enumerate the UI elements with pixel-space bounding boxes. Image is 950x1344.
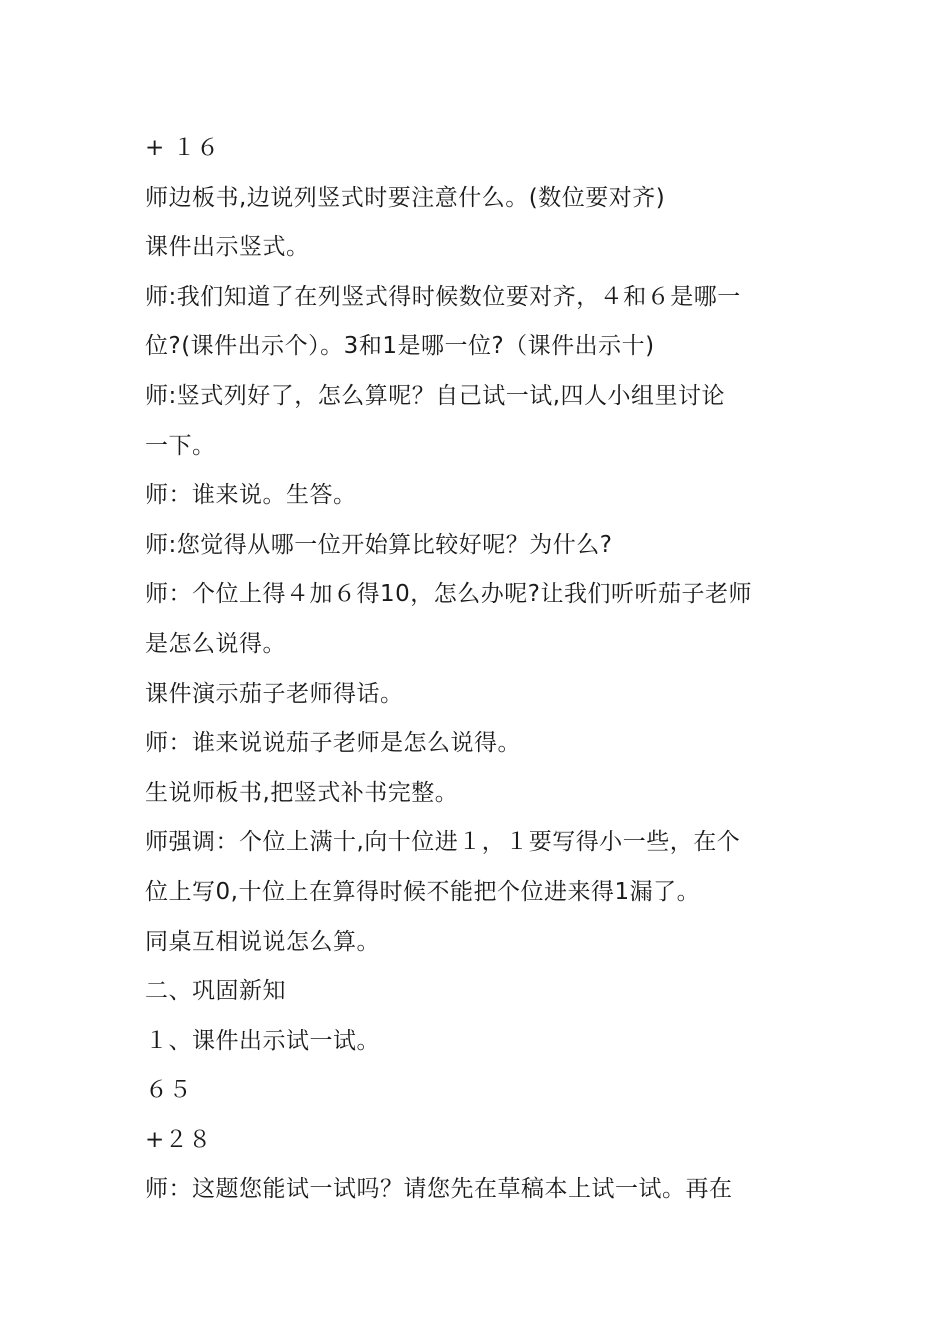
text-line: １、课件出示试一试。 [145,1027,380,1054]
text-line: 师:竖式列好了，怎么算呢？自己试一试,四人小组里讨论 [145,382,726,409]
text-line: 师:您觉得从哪一位开始算比较好呢？为什么? [145,531,613,558]
text-line: 师：谁来说。生答。 [145,482,357,509]
text-line: 生说师板书,把竖式补书完整。 [145,779,459,806]
text-line: 位?(课件出示个）。3和1是哪一位?（课件出示十) [145,333,655,360]
text-line: 位上写0,十位上在算得时候不能把个位进来得1漏了。 [145,878,701,905]
text-line: 师:我们知道了在列竖式得时候数位要对齐，４和６是哪一 [145,283,741,310]
text-line: 是怎么说得。 [145,630,286,657]
section-heading: 二、巩固新知 [145,978,286,1005]
text-line: 师：谁来说说茄子老师是怎么说得。 [145,730,521,757]
text-line: 师边板书,边说列竖式时要注意什么。(数位要对齐) [145,184,666,211]
text-line: 课件演示茄子老师得话。 [145,680,404,707]
math-line: +２８ [145,1126,212,1153]
text-line: 课件出示竖式。 [145,234,310,261]
text-line: 师：这题您能试一试吗？请您先在草稿本上试一试。再在 [145,1176,733,1203]
text-line: 一下。 [145,432,216,459]
text-line: 同桌互相说说怎么算。 [145,928,380,955]
text-line: 师强调：个位上满十,向十位进１，１要写得小一些，在个 [145,829,741,856]
text-line: + １６ [145,135,220,161]
text-line: 师：个位上得４加６得10，怎么办呢?让我们听听茄子老师 [145,581,752,608]
document-body [145,124,825,1215]
math-line: ６５ [145,1077,192,1104]
